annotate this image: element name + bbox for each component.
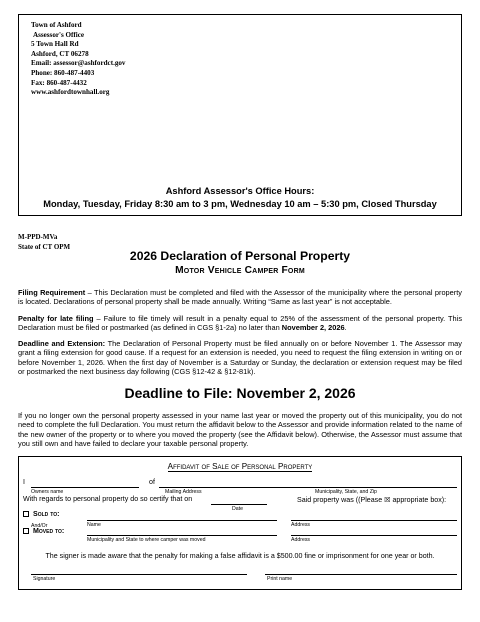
print-name-caption: Print name — [267, 576, 293, 582]
affidavit-box — [18, 456, 462, 590]
address-caption: Address — [291, 522, 311, 528]
office-street: 5 Town Hall Rd — [31, 40, 79, 49]
no-longer-own-paragraph: If you no longer own the personal property assessed in your name last year or moved the property out of this municipality, you do not need to complete the full Declaration. You must return the affidavit below to the Assessor and provide information related to the name of the new owner of the property or to where you moved the property (see the Affidavit below). Otherwise, the Assessor must assume that you still own and have failed to declare your taxable personal property. — [18, 411, 462, 448]
office-phone: Phone: 860-487-4403 — [31, 68, 95, 77]
sold-to-checkbox[interactable] — [23, 511, 29, 517]
sold-to-label: Sold to: — [33, 510, 60, 518]
print-name-field[interactable] — [265, 574, 457, 575]
mailing-address-field[interactable] — [159, 487, 457, 488]
sold-to-address-field[interactable] — [291, 520, 457, 521]
penalty-label: Penalty for late filing — [18, 314, 94, 323]
sold-to-name-field[interactable] — [87, 520, 277, 521]
moved-to-label: Moved to: — [33, 527, 65, 535]
affidavit-title: Affidavit of Sale of Personal Property — [167, 462, 313, 471]
office-fax: Fax: 860-487-4432 — [31, 78, 87, 87]
moved-to-checkbox[interactable] — [23, 528, 29, 534]
owners-name-field[interactable] — [31, 487, 139, 488]
signature-field[interactable] — [31, 574, 247, 575]
affidavit-i-label: I — [23, 478, 25, 486]
address-caption-2: Address — [291, 537, 311, 543]
deadline-banner: Deadline to File: November 2, 2026 — [124, 385, 356, 401]
penalty-date: November 2, 2026 — [281, 323, 345, 333]
and-or-label: And/Or — [31, 523, 48, 529]
date-caption: Date — [232, 506, 243, 512]
moved-municipality-caption: Municipality and State to where camper was moved — [87, 537, 206, 543]
office-hours-text: Monday, Tuesday, Friday 8:30 am to 3 pm, Wednesday 10 am – 5:30 pm, Closed Thursday — [43, 199, 437, 209]
name-caption: Name — [87, 522, 101, 528]
mailing-address-caption: Mailing Address — [165, 489, 202, 495]
penalty-paragraph — [18, 314, 462, 333]
affidavit-of-label: of — [149, 478, 155, 486]
office-city: Ashford, CT 06278 — [31, 49, 89, 58]
office-name: Town of Ashford — [31, 21, 82, 29]
deadline-extension-paragraph — [18, 339, 462, 379]
deadline-extension-text: The Declaration of Personal Property must be filed annually on or before November 1. The Assessor may grant a filing extension for good cause. If a request for an extension is needed, you need to request the filing extension in writing on or before November 1, 2026. When the first day of November is a Saturday or Sunday, the declaration or extension request may be filed or postmarked the next business day following (CGS §12-42 & §12-81k). — [18, 339, 462, 376]
deadline-extension-label: Deadline and Extension: — [18, 339, 106, 348]
form-authority: State of CT OPM — [18, 242, 71, 251]
office-hours-title: Ashford Assessor's Office Hours: — [165, 186, 315, 196]
date-field[interactable] — [211, 504, 267, 505]
form-title: 2026 Declaration of Personal Property — [129, 249, 351, 263]
office-address-block — [31, 21, 125, 98]
certify-text: With regards to personal property do so certify that on — [23, 495, 193, 503]
office-department: Assessor's Office — [33, 30, 85, 39]
form-code: M-PPD-MVa — [18, 233, 58, 241]
filing-requirement-text: – This Declaration must be completed and filed with the Assessor of the municipality where the personal property is located. Declarations of personal property shall be made annually. Writing “Same as last year” is not acceptable. — [18, 288, 462, 307]
owners-name-caption: Owners name — [31, 489, 64, 495]
penalty-end: . — [344, 323, 347, 333]
filing-requirement-paragraph — [18, 288, 462, 307]
office-header-box — [18, 14, 462, 216]
filing-requirement-label: Filing Requirement — [18, 288, 86, 297]
form-subtitle: Motor Vehicle Camper Form — [175, 265, 305, 276]
said-property-text: Said property was ((Please ☒ appropriate box): — [297, 496, 447, 504]
office-website: www.ashfordtownhall.org — [31, 88, 110, 97]
signer-notice: The signer is made aware that the penalty for making a false affidavit is a $500.00 fine or imprisonment for one year or both. — [45, 552, 435, 560]
office-email: Email: assessor@ashfordct.gov — [31, 59, 126, 68]
penalty-text: – Failure to file timely will result in a penalty equal to 25% of the assessment of the personal property. This Declaration must be filed or postmarked (as defined in CGS §1-2a) no later than — [18, 314, 463, 333]
municipality-caption: Municipality, State, and Zip — [315, 489, 377, 495]
signature-caption: Signature — [33, 576, 56, 582]
moved-to-address-field[interactable] — [291, 535, 457, 536]
moved-to-municipality-field[interactable] — [87, 535, 277, 536]
